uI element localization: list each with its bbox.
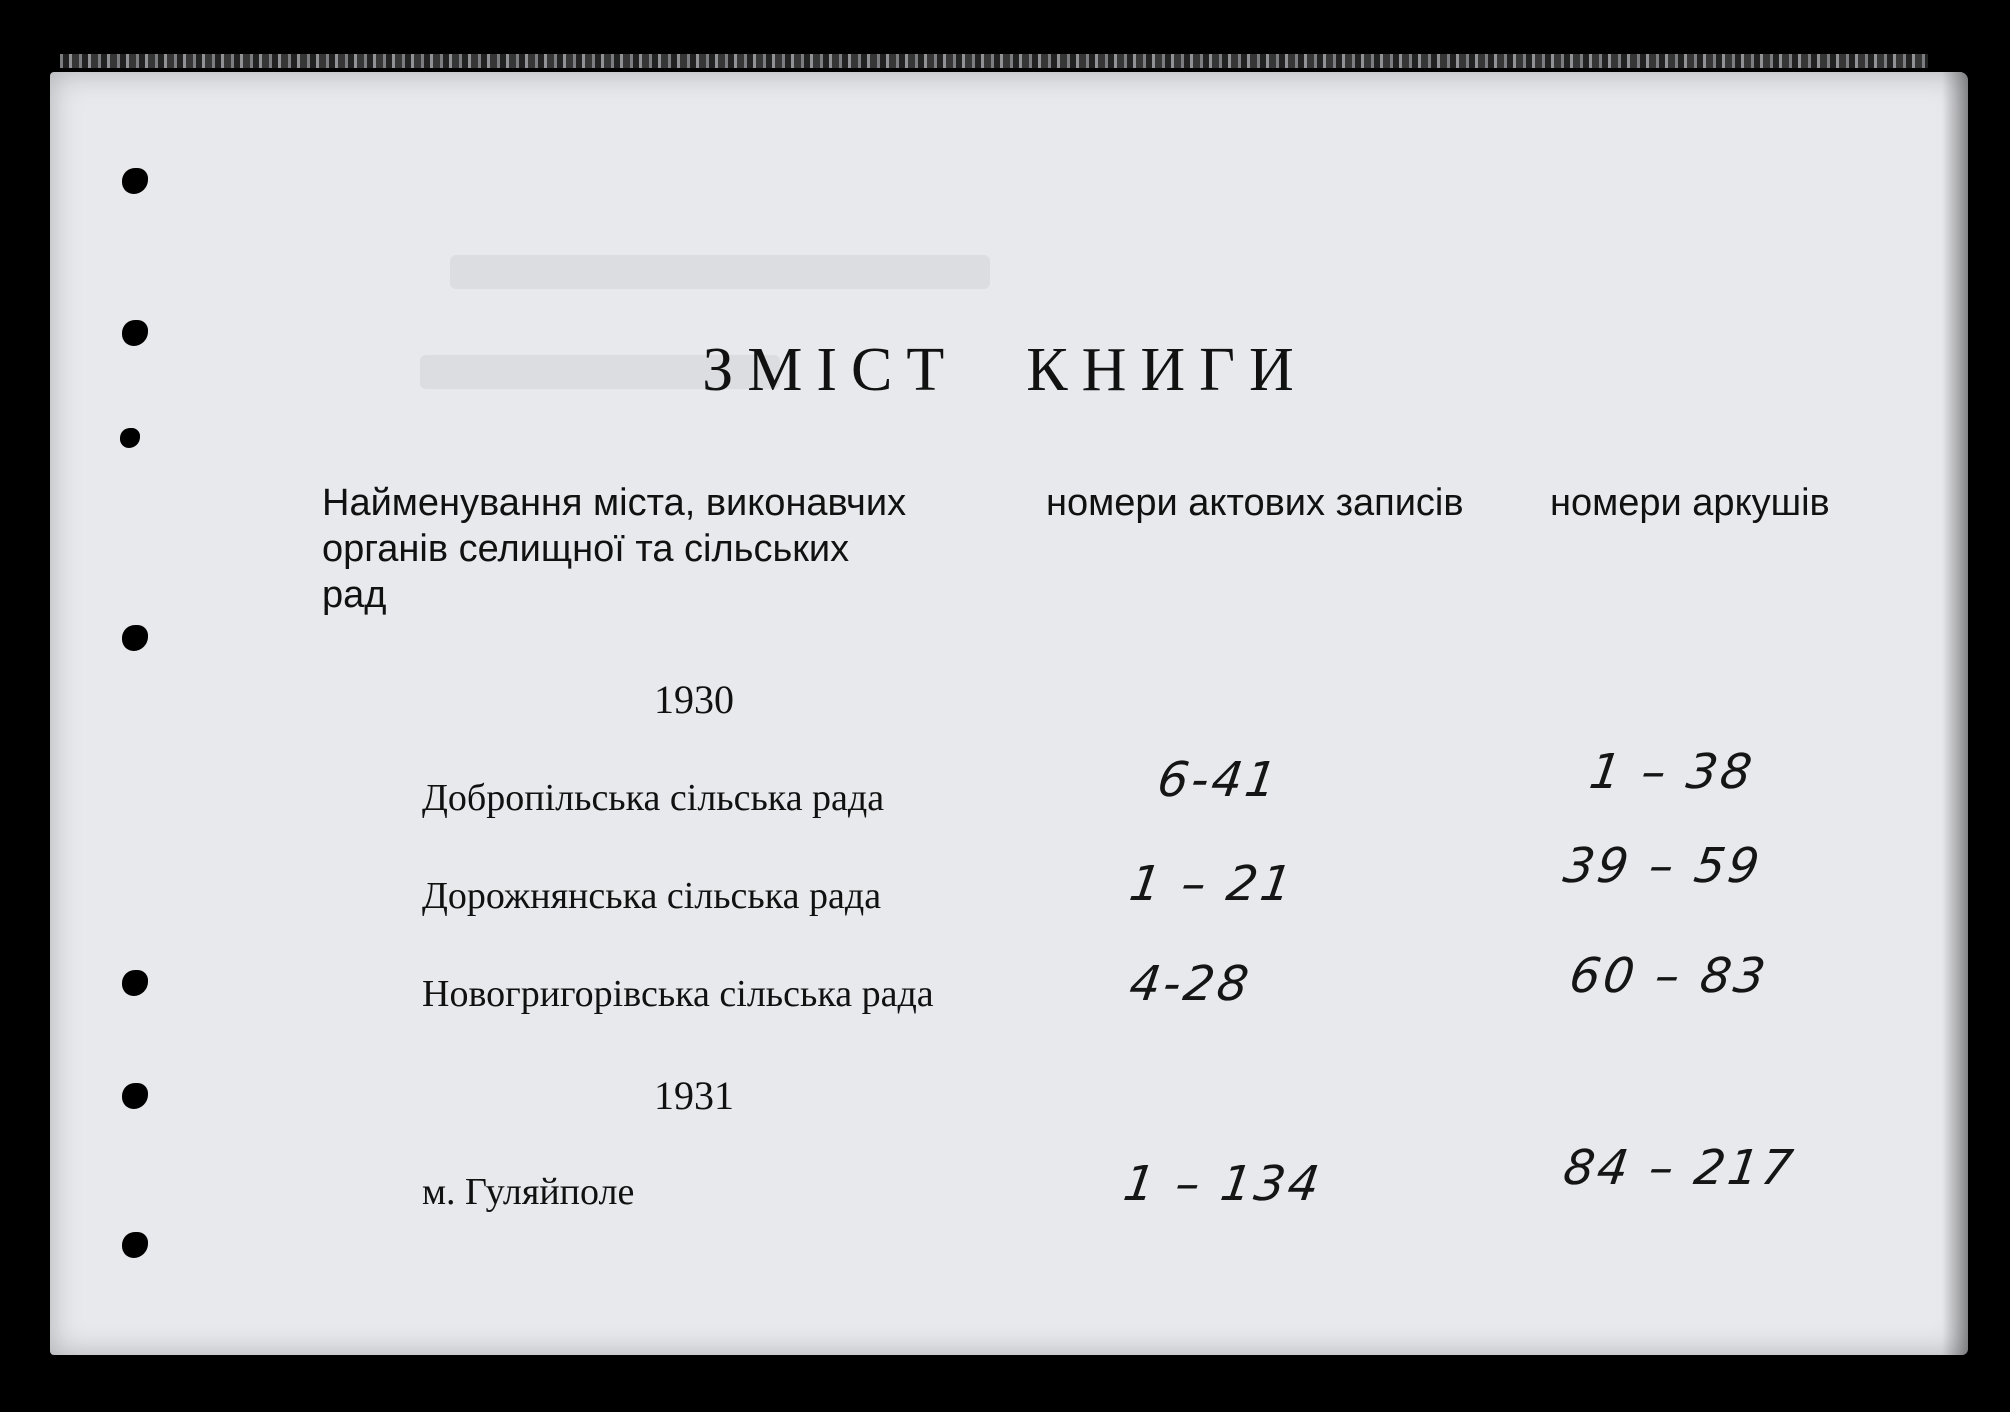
column-header-name: [322, 480, 906, 618]
title-word-2: КНИГИ: [1026, 336, 1308, 404]
column-header-sheets: номери аркушів: [1550, 482, 1830, 524]
bleed-through-mark: [450, 255, 990, 289]
row-acts-handwritten: 1 – 21: [1126, 856, 1299, 912]
header-name-line-1: Найменування міста, виконавчих: [322, 482, 907, 524]
row-sheets-handwritten: 60 – 83: [1566, 948, 1772, 1004]
year-heading-1930: 1930: [654, 677, 734, 722]
row-name: Добропільська сільська рада: [422, 777, 885, 819]
row-acts-handwritten: 4-28: [1126, 956, 1255, 1012]
page-title: [0, 335, 2010, 406]
column-header-acts: номери актових записів: [1046, 482, 1464, 524]
year-heading-1931: 1931: [654, 1073, 734, 1118]
header-name-line-3: рад: [322, 574, 387, 616]
row-sheets-handwritten: 39 – 59: [1560, 838, 1766, 894]
row-sheets-handwritten: 84 – 217: [1560, 1140, 1800, 1196]
title-word-1: ЗМІСТ: [702, 336, 959, 404]
row-name: Дорожнянська сільська рада: [422, 875, 882, 917]
row-sheets-handwritten: 1 – 38: [1586, 744, 1759, 800]
row-acts-handwritten: 1 – 134: [1120, 1156, 1326, 1212]
row-name: м. Гуляйполе: [422, 1171, 635, 1213]
header-name-line-2: органів селищної та сільських: [322, 528, 850, 570]
row-acts-handwritten: 6-41: [1154, 752, 1283, 808]
row-name: Новогригорівська сільська рада: [422, 973, 934, 1015]
